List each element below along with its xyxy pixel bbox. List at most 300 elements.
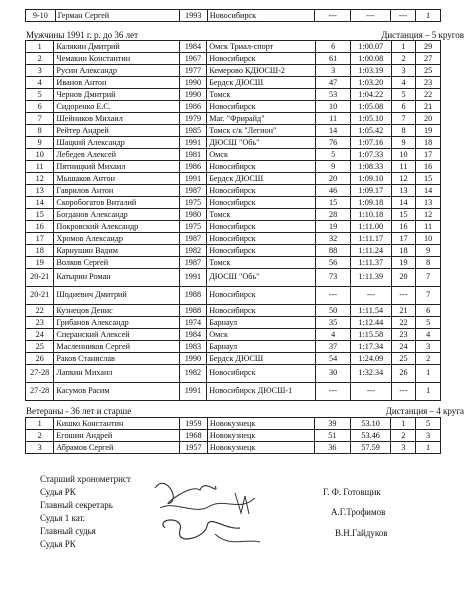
table-row [26, 341, 441, 353]
time-cell: 1:32.34 [350, 365, 391, 383]
club-cell: Омск [207, 329, 316, 341]
club-cell: Томск с/к "Легион" [207, 125, 316, 137]
rank-cell: 2 [391, 430, 416, 442]
rank-cell: 12 [391, 173, 416, 185]
year-cell: 1979 [179, 113, 207, 125]
time-cell: --- [350, 287, 391, 305]
place-cell: 14 [26, 197, 54, 209]
place-cell: 5 [26, 89, 54, 101]
club-cell: Новосибирск [207, 53, 316, 65]
table-row [26, 137, 441, 149]
table-row [26, 365, 441, 383]
club-cell: Омск [207, 149, 316, 161]
table-row [26, 245, 441, 257]
veterans-results-table [25, 417, 441, 454]
time-cell: 1:11.37 [350, 257, 391, 269]
year-cell: 1959 [179, 418, 207, 430]
points-cell: 16 [416, 161, 441, 173]
number-cell: 3 [316, 65, 351, 77]
rank-cell: 4 [391, 77, 416, 89]
number-cell: 47 [316, 77, 351, 89]
place-cell: 19 [26, 257, 54, 269]
place-cell: 8 [26, 125, 54, 137]
year-cell: 1981 [179, 149, 207, 161]
time-cell: 1:00.07 [350, 41, 391, 53]
table-row [26, 173, 441, 185]
number-cell: 15 [316, 197, 351, 209]
name-cell: Сперанский Алексей [54, 329, 179, 341]
club-cell: Томск [207, 257, 316, 269]
name-cell: Лапкин Михаил [54, 365, 179, 383]
name-cell: Гаврилов Антон [54, 185, 179, 197]
name-cell: Богданов Александр [54, 209, 179, 221]
year-cell: 1991 [179, 269, 207, 287]
rank-cell: 6 [391, 101, 416, 113]
table-row [26, 353, 441, 365]
rank-cell: 25 [391, 353, 416, 365]
points-cell: 4 [416, 329, 441, 341]
place-cell: 1 [26, 418, 54, 430]
name-cell: Масленников Сергей [54, 341, 179, 353]
points-cell: 20 [416, 113, 441, 125]
points-cell: 5 [416, 317, 441, 329]
time-cell: 1:05.10 [350, 113, 391, 125]
time-cell: 1:24.09 [350, 353, 391, 365]
number-cell: 11 [316, 113, 351, 125]
rank-cell: 24 [391, 341, 416, 353]
name-cell: Иванов Антон [54, 77, 179, 89]
table-row [26, 149, 441, 161]
name-cell: Карнушин Вадим [54, 245, 179, 257]
number-cell: 54 [316, 353, 351, 365]
table-row [26, 113, 441, 125]
points-cell: 6 [416, 305, 441, 317]
time-cell: 1:11.24 [350, 245, 391, 257]
number-cell: --- [316, 383, 351, 401]
place-cell: 2 [26, 430, 54, 442]
number-cell: 9 [316, 161, 351, 173]
points-cell: 17 [416, 149, 441, 161]
year-cell: 1987 [179, 233, 207, 245]
number-cell: 6 [316, 41, 351, 53]
rank-cell: --- [391, 287, 416, 305]
year-cell: 1968 [179, 430, 207, 442]
table-row [26, 41, 441, 53]
club-cell: Новосибирск [207, 197, 316, 209]
year-cell: 1987 [179, 257, 207, 269]
judge-name: В.Н.Гайдуков [335, 528, 388, 538]
points-cell: 25 [416, 65, 441, 77]
table-row [26, 257, 441, 269]
points-cell: 13 [416, 197, 441, 209]
rank-cell: 17 [391, 233, 416, 245]
place-cell: 18 [26, 245, 54, 257]
time-cell: 1:09.17 [350, 185, 391, 197]
secretary-name: А.Г.Трофимов [331, 507, 386, 517]
chief-timekeeper-title: Старший хронометрист [40, 474, 131, 484]
table-row [26, 269, 441, 287]
rank-cell: 21 [391, 305, 416, 317]
name-cell: Сидоренко Е.С. [54, 101, 179, 113]
rank-cell: 11 [391, 161, 416, 173]
place-cell: 23 [26, 317, 54, 329]
place-cell: 12 [26, 173, 54, 185]
year-cell: 1984 [179, 329, 207, 341]
points-cell: 27 [416, 53, 441, 65]
club-cell: Барнаул [207, 341, 316, 353]
place-cell: 25 [26, 341, 54, 353]
club-cell: Новосибирск [207, 365, 316, 383]
club-cell: Барнаул [207, 317, 316, 329]
points-cell: 1 [416, 442, 441, 454]
points-cell: 29 [416, 41, 441, 53]
year-cell: 1991 [179, 383, 207, 401]
time-cell: 1:07.33 [350, 149, 391, 161]
number-cell: 61 [316, 53, 351, 65]
name-cell: Мышаков Антон [54, 173, 179, 185]
year-cell: 1993 [179, 10, 207, 22]
time-cell: 1:11.00 [350, 221, 391, 233]
year-cell: 1985 [179, 125, 207, 137]
points-cell: 2 [416, 353, 441, 365]
place-cell: 20-21 [26, 269, 54, 287]
points-cell: 10 [416, 233, 441, 245]
time-cell: 1:15.58 [350, 329, 391, 341]
table-row [26, 197, 441, 209]
number-cell: --- [316, 287, 351, 305]
men-section-title: Мужчины 1991 г. р. до 36 лет [26, 30, 139, 40]
place-cell: 4 [26, 77, 54, 89]
club-cell: Новокузнецк [207, 418, 314, 430]
table-row [26, 77, 441, 89]
year-cell: 1988 [179, 305, 207, 317]
veterans-distance: Дистанция – 4 круга [385, 406, 464, 416]
year-cell: 1991 [179, 173, 207, 185]
rank-cell: 13 [391, 185, 416, 197]
number-cell: 14 [316, 125, 351, 137]
year-cell: 1990 [179, 77, 207, 89]
place-cell: 16 [26, 221, 54, 233]
place-cell: 27-28 [26, 383, 54, 401]
points-cell: 8 [416, 257, 441, 269]
points-cell: 7 [416, 287, 441, 305]
club-cell: Новосибирск [207, 233, 316, 245]
name-cell: Грибанов Александр [54, 317, 179, 329]
place-cell: 13 [26, 185, 54, 197]
club-cell: Новокузнецк [207, 442, 314, 454]
club-cell: ДЮСШ "Обь" [207, 137, 316, 149]
place-cell: 2 [26, 53, 54, 65]
rank-cell: 20 [391, 269, 416, 287]
place-cell: 11 [26, 161, 54, 173]
points-cell: 21 [416, 101, 441, 113]
time-cell: 1:11.54 [350, 305, 391, 317]
time-cell: 1:08.33 [350, 161, 391, 173]
table-row [26, 430, 441, 442]
judge-rank: Судья РК [40, 539, 76, 549]
time-cell: 1:09.10 [350, 173, 391, 185]
number-cell: 5 [316, 149, 351, 161]
rank-cell: 16 [391, 221, 416, 233]
points-cell: 22 [416, 89, 441, 101]
table-row [26, 233, 441, 245]
year-cell: 1983 [179, 341, 207, 353]
place-cell: 3 [26, 442, 54, 454]
name-cell: Катырин Роман [54, 269, 179, 287]
table-row [26, 65, 441, 77]
club-cell: Новосибирск [207, 101, 316, 113]
club-cell: Томск [207, 89, 316, 101]
points-cell: 9 [416, 245, 441, 257]
handwritten-signature [145, 468, 285, 558]
club-cell: Новосибирск [207, 245, 316, 257]
club-cell: Бердск ДЮСШ [207, 77, 316, 89]
club-cell: Новокузнецк [207, 430, 314, 442]
number-cell: 10 [316, 101, 351, 113]
club-cell: Бердск ДЮСШ [207, 353, 316, 365]
time-cell: 1:07.16 [350, 137, 391, 149]
year-cell: 1986 [179, 101, 207, 113]
time-cell: 1:04.22 [350, 89, 391, 101]
club-cell: Новосибирск [207, 10, 315, 22]
number-cell: 32 [316, 233, 351, 245]
judge-title: Главный судья [40, 526, 96, 536]
points-cell: 1 [416, 365, 441, 383]
table-row [26, 418, 441, 430]
year-cell: 1982 [179, 365, 207, 383]
rank-cell: --- [390, 10, 415, 22]
place-cell: 1 [26, 41, 54, 53]
club-cell: Новосибирск ДЮСШ-1 [207, 383, 316, 401]
top-row-table [25, 9, 441, 22]
points-cell: 1 [416, 10, 441, 22]
club-cell: Новосибирск [207, 305, 316, 317]
name-cell: Русин Александр [54, 65, 179, 77]
club-cell: Новосибирск [207, 287, 316, 305]
number-cell: 76 [316, 137, 351, 149]
rank-cell: 15 [391, 209, 416, 221]
name-cell: Касумов Расим [54, 383, 179, 401]
year-cell: 1990 [179, 89, 207, 101]
table-row [26, 185, 441, 197]
name-cell: Шодиевич Дмитрий [54, 287, 179, 305]
name-cell: Хромов Александр [54, 233, 179, 245]
time-cell: 1:11.17 [350, 233, 391, 245]
number-cell: 19 [316, 221, 351, 233]
rank-cell: 1 [391, 41, 416, 53]
number-cell: 53 [316, 89, 351, 101]
club-cell: Маг. "Фрирайд" [207, 113, 316, 125]
place-cell: 9 [26, 137, 54, 149]
points-cell: 3 [416, 430, 441, 442]
name-cell: Чернов Дмитрий [54, 89, 179, 101]
place-cell: 22 [26, 305, 54, 317]
table-row [26, 89, 441, 101]
table-row [26, 209, 441, 221]
number-cell: 36 [314, 442, 350, 454]
time-cell: --- [350, 383, 391, 401]
table-row [26, 305, 441, 317]
time-cell: 1:03.20 [350, 77, 391, 89]
year-cell: 1975 [179, 221, 207, 233]
time-cell: 57.59 [350, 442, 391, 454]
number-cell: --- [315, 10, 351, 22]
name-cell: Покровский Александр [54, 221, 179, 233]
table-row [26, 125, 441, 137]
number-cell: 56 [316, 257, 351, 269]
year-cell: 1982 [179, 245, 207, 257]
chief-timekeeper-name: Г. Ф. Готовщик [323, 487, 381, 497]
table-row [26, 53, 441, 65]
name-cell: Абрамов Сергей [54, 442, 180, 454]
place-cell: 27-28 [26, 365, 54, 383]
rank-cell: 7 [391, 113, 416, 125]
points-cell: 15 [416, 173, 441, 185]
name-cell: Герман Сергей [55, 10, 179, 22]
club-cell: Омск Триал-спорт [207, 41, 316, 53]
name-cell: Калякин Дмитрий [54, 41, 179, 53]
time-cell: 1:05.42 [350, 125, 391, 137]
place-cell: 3 [26, 65, 54, 77]
name-cell: Раков Станислав [54, 353, 179, 365]
rank-cell: 22 [391, 317, 416, 329]
name-cell: Егошин Андрей [54, 430, 180, 442]
rank-cell: 14 [391, 197, 416, 209]
table-row [26, 383, 441, 401]
points-cell: 11 [416, 221, 441, 233]
name-cell: Кузнецов Денис [54, 305, 179, 317]
place-cell: 26 [26, 353, 54, 365]
time-cell: 1:10.18 [350, 209, 391, 221]
name-cell: Волков Сергей [54, 257, 179, 269]
year-cell: 1977 [179, 65, 207, 77]
place-cell: 17 [26, 233, 54, 245]
number-cell: 30 [316, 365, 351, 383]
name-cell: Шейников Михаил [54, 113, 179, 125]
name-cell: Пятницкий Михаил [54, 161, 179, 173]
number-cell: 37 [316, 341, 351, 353]
club-cell: ДЮСШ "Обь" [207, 269, 316, 287]
points-cell: 12 [416, 209, 441, 221]
points-cell: 23 [416, 77, 441, 89]
name-cell: Скоробогатов Виталий [54, 197, 179, 209]
rank-cell: 26 [391, 365, 416, 383]
number-cell: 88 [316, 245, 351, 257]
place-cell: 6 [26, 101, 54, 113]
year-cell: 1990 [179, 353, 207, 365]
time-cell: 1:03.19 [350, 65, 391, 77]
club-cell: Новосибирск [207, 221, 316, 233]
rank-cell: 19 [391, 257, 416, 269]
time-cell: 1:09.18 [350, 197, 391, 209]
veterans-section-title: Ветераны - 36 лет и старше [26, 406, 132, 416]
time-cell: 1:05.08 [350, 101, 391, 113]
club-cell: Новосибирск [207, 161, 316, 173]
name-cell: Рейтер Андрей [54, 125, 179, 137]
rank-cell: 23 [391, 329, 416, 341]
rank-cell: 8 [391, 125, 416, 137]
points-cell: 3 [416, 341, 441, 353]
men-distance: Дистанция – 5 кругов [381, 30, 464, 40]
rank-cell: --- [391, 383, 416, 401]
rank-cell: 3 [391, 442, 416, 454]
number-cell: 20 [316, 173, 351, 185]
number-cell: 28 [316, 209, 351, 221]
rank-cell: 10 [391, 149, 416, 161]
chief-timekeeper-rank: Судья РК [40, 487, 76, 497]
secretary-title: Главный секретарь [40, 500, 113, 510]
year-cell: 1957 [179, 442, 207, 454]
time-cell: 1:00.08 [350, 53, 391, 65]
time-cell: 1:12.44 [350, 317, 391, 329]
year-cell: 1987 [179, 185, 207, 197]
number-cell: 50 [316, 305, 351, 317]
name-cell: Кишко Константин [54, 418, 180, 430]
points-cell: 5 [416, 418, 441, 430]
place-cell: 7 [26, 113, 54, 125]
number-cell: 73 [316, 269, 351, 287]
club-cell: Бердск ДЮСШ [207, 173, 316, 185]
place-cell: 20-21 [26, 287, 54, 305]
table-row [26, 329, 441, 341]
year-cell: 1988 [179, 287, 207, 305]
place-cell: 24 [26, 329, 54, 341]
rank-cell: 2 [391, 53, 416, 65]
points-cell: 19 [416, 125, 441, 137]
time-cell: 1:17.34 [350, 341, 391, 353]
place-cell: 15 [26, 209, 54, 221]
points-cell: 18 [416, 137, 441, 149]
club-cell: Кемерово КДЮСШ-2 [207, 65, 316, 77]
name-cell: Шацкий Александр [54, 137, 179, 149]
place-cell: 9-10 [26, 10, 56, 22]
table-row [26, 442, 441, 454]
name-cell: Лебедев Алексей [54, 149, 179, 161]
year-cell: 1967 [179, 53, 207, 65]
time-cell: 53.10 [350, 418, 391, 430]
year-cell: 1980 [179, 209, 207, 221]
year-cell: 1986 [179, 161, 207, 173]
rank-cell: 9 [391, 137, 416, 149]
club-cell: Томск [207, 209, 316, 221]
place-cell: 10 [26, 149, 54, 161]
time-cell: --- [351, 10, 390, 22]
time-cell: 53.46 [350, 430, 391, 442]
name-cell: Чемакин Константин [54, 53, 179, 65]
number-cell: 35 [316, 317, 351, 329]
year-cell: 1991 [179, 137, 207, 149]
points-cell: 7 [416, 269, 441, 287]
rank-cell: 3 [391, 65, 416, 77]
men-results-table [25, 40, 441, 401]
points-cell: 14 [416, 185, 441, 197]
table-row [26, 221, 441, 233]
year-cell: 1984 [179, 41, 207, 53]
secretary-rank: Судья 1 кат. [40, 513, 86, 523]
rank-cell: 1 [391, 418, 416, 430]
year-cell: 1974 [179, 317, 207, 329]
number-cell: 4 [316, 329, 351, 341]
table-row [26, 161, 441, 173]
number-cell: 39 [314, 418, 350, 430]
table-row [26, 10, 441, 22]
table-row [26, 287, 441, 305]
points-cell: 1 [416, 383, 441, 401]
time-cell: 1:11.39 [350, 269, 391, 287]
club-cell: Новосибирск [207, 185, 316, 197]
number-cell: 51 [314, 430, 350, 442]
rank-cell: 5 [391, 89, 416, 101]
